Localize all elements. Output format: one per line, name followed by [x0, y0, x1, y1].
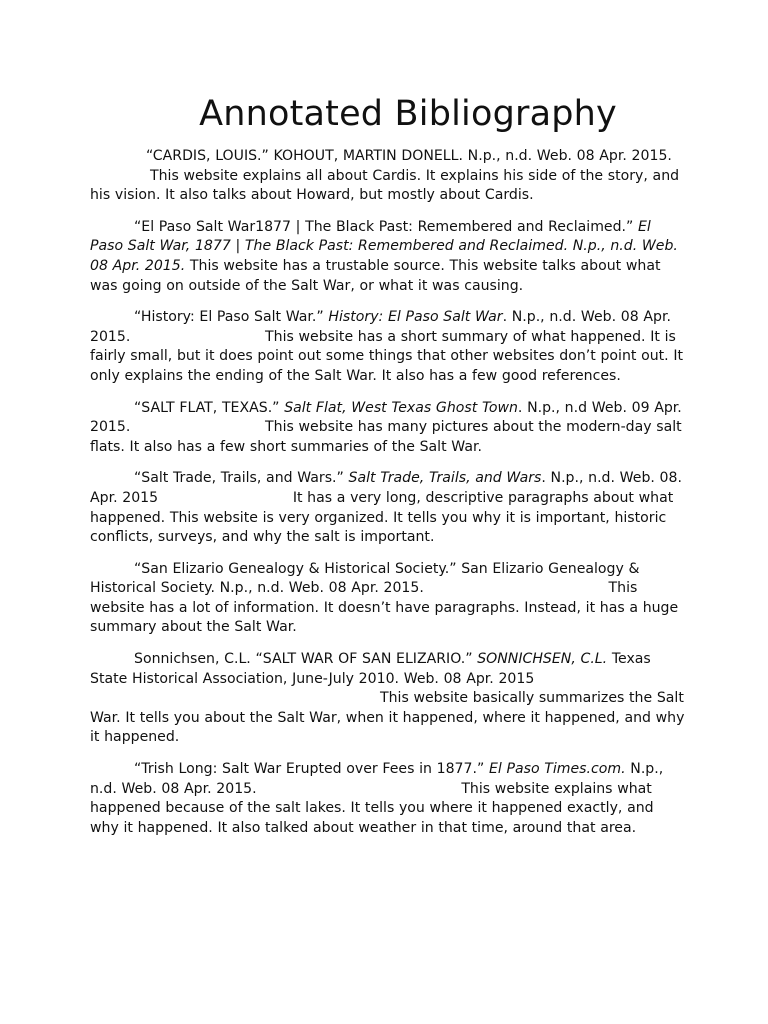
entry-citation: “History: El Paso Salt War.” [134, 309, 324, 326]
entry-citation-details: N.p., n.d. Web. 08 Apr. 2015. [90, 761, 664, 797]
bibliography-entry [90, 469, 686, 547]
entry-annotation: This website has a short summary of what happened. It is fairly small, but it does point out some things that other websites don’t point out. It only explains the ending of the Salt War. It also has a few good references. [90, 328, 684, 384]
bibliography-entry [90, 147, 686, 206]
entry-source-title: SONNICHSEN, C.L. [477, 651, 608, 668]
bibliography-entry [90, 650, 686, 748]
entry-citation-details: . N.p., n.d. Web. 08. Apr. 2015 [90, 470, 682, 506]
entry-citation: “CARDIS, LOUIS.” KOHOUT, MARTIN DONELL. N.p., n.d. Web. 08 Apr. 2015. [146, 148, 672, 164]
document-title: Annotated Bibliography [199, 94, 617, 134]
entry-citation-details: . N.p., n.d Web. 09 Apr. 2015. [90, 399, 682, 436]
entry-citation-details: . N.p., n.d. Web. 08 Apr. 2015. [90, 309, 671, 345]
entry-citation: “El Paso Salt War1877 | The Black Past: Remembered and Reclaimed.” [134, 218, 634, 235]
entry-citation-details: Texas State Historical Association, June-July 2010. Web. 08 Apr. 2015 [90, 651, 651, 687]
entry-citation: “Trish Long: Salt War Erupted over Fees in 1877.” [134, 761, 485, 778]
entry-source-title: El Paso Salt War, 1877 | The Black Past: Remembered and Reclaimed. N.p., n.d. Web. 08 Apr. 2015. [90, 218, 678, 274]
entry-source-title: Salt Trade, Trails, and Wars [348, 470, 542, 487]
entry-annotation: This website basically summarizes the Salt War. It tells you about the Salt War, when it happened, where it happened, and why it happened. [90, 690, 685, 746]
entry-citation: “Salt Trade, Trails, and Wars.” [134, 470, 344, 487]
entry-annotation: This website has a trustable source. This website talks about what was going on outside of the Salt War, or what it was causing. [90, 257, 661, 294]
entry-annotation: This website explains all about Cardis. It explains his side of the story, and his vision. It also talks about Howard, but mostly about Cardis. [90, 167, 680, 204]
entry-citation: Sonnichsen, C.L. “SALT WAR OF SAN ELIZARIO.” [134, 651, 473, 668]
bibliography-list [90, 147, 686, 850]
bibliography-entry [90, 760, 686, 838]
entry-citation: “San Elizario Genealogy & Historical Society.” San Elizario Genealogy & Historical Society. N.p., n.d. Web. 08 Apr. 2015. [90, 560, 640, 597]
entry-annotation: This website has many pictures about the modern-day salt flats. It also has a few short summaries of the Salt War. [90, 419, 682, 455]
entry-annotation: This website has a lot of information. It doesn’t have paragraphs. Instead, it has a huge summary about the Salt War. [90, 580, 679, 636]
bibliography-entry [90, 399, 686, 458]
entry-citation: “SALT FLAT, TEXAS.” [134, 399, 280, 416]
entry-source-title: Salt Flat, West Texas Ghost Town [284, 399, 518, 416]
entry-source-title: El Paso Times.com. [488, 761, 626, 778]
bibliography-entry [90, 308, 686, 386]
entry-annotation: It has a very long, descriptive paragraphs about what happened. This website is very organized. It tells you why it is important, historic conflicts, surveys, and why the salt is important. [90, 489, 674, 546]
bibliography-entry [90, 560, 686, 638]
bibliography-entry [90, 218, 686, 296]
entry-annotation: This website explains what happened because of the salt lakes. It tells you where it happened exactly, and why it happened. It also talked about weather in that time, around that area. [90, 780, 654, 836]
entry-source-title: History: El Paso Salt War [328, 309, 503, 326]
